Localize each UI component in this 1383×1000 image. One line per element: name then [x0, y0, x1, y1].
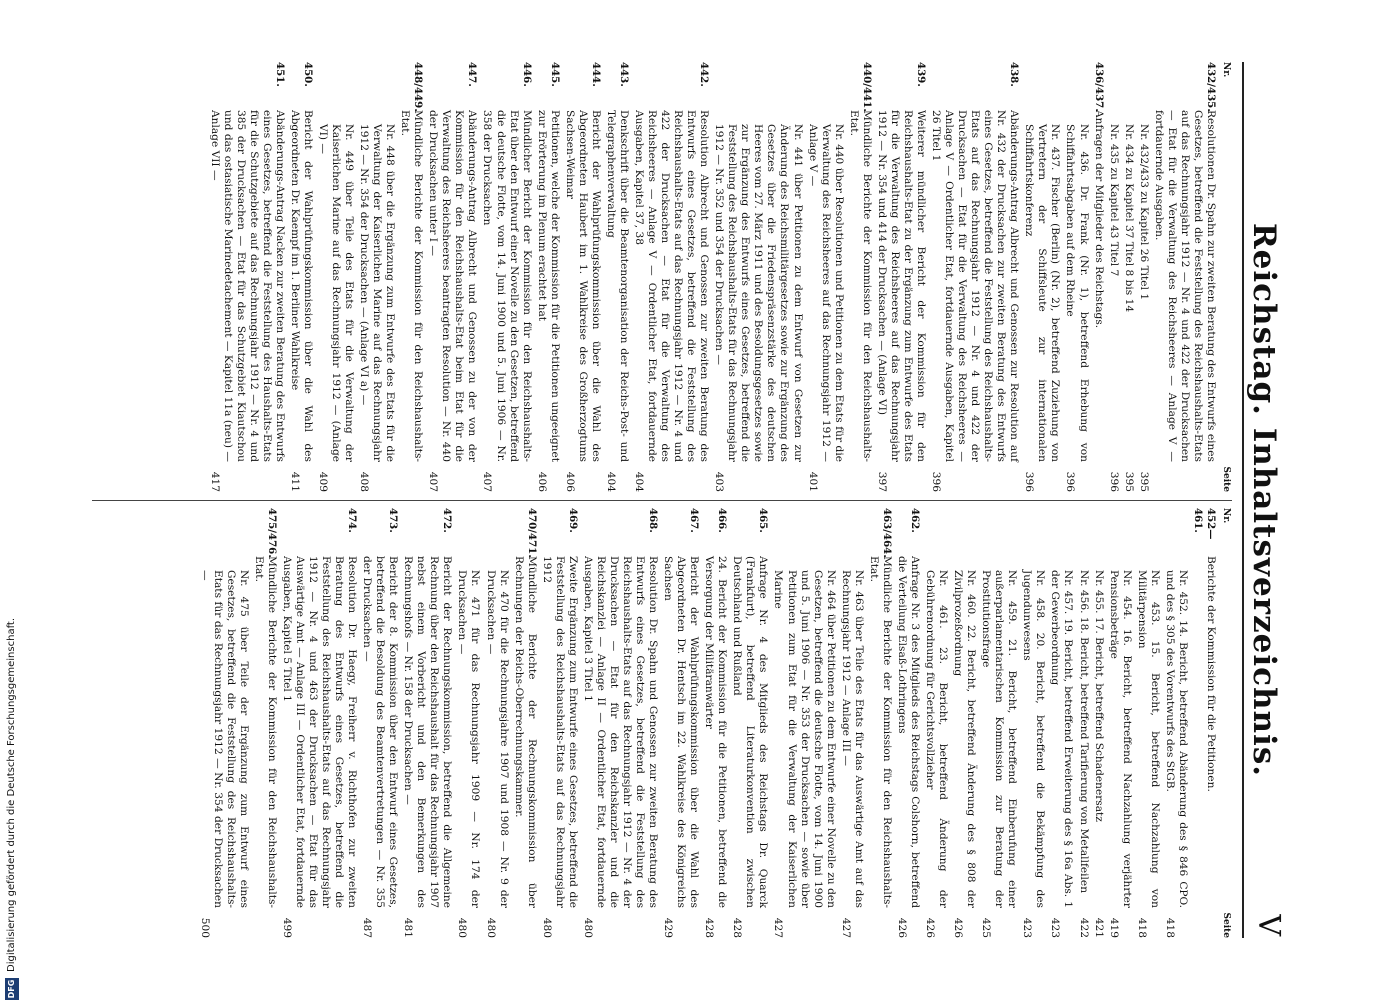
entry-page: 481	[402, 917, 415, 938]
toc-entry	[1092, 62, 1105, 492]
entry-page: 406	[535, 471, 548, 492]
entry-number: 443.	[617, 62, 630, 87]
entry-number: 446.	[520, 62, 533, 87]
toc-entry	[771, 556, 836, 938]
toc-entry	[712, 110, 803, 492]
toc-entry	[806, 110, 845, 492]
entry-page: 423	[1021, 917, 1034, 938]
entry-text: Mündliche Berichte der Kommission für den Reichshaushalts-Etat.	[399, 110, 425, 462]
entry-text: Anfragen der Mitglieder des Reichstags.	[1092, 110, 1105, 329]
entry-number: 452—461.	[1191, 508, 1217, 540]
entry-number: 462.	[908, 508, 921, 533]
toc-entry	[288, 62, 314, 492]
entry-text: Bericht der Rechnungskommission, betreffend die Allgemeine Rechnung über den Reichshaushalt für das Rechnungsjahr 1907 nebst einem Vorbericht und den Bemerkungen des Rechnungshofs — Nr. 158 der Drucksachen —	[402, 556, 454, 908]
entry-text: Nr. 436. Dr. Frank (Nr. 1), betreffend Erhebung von Schiffahrtsabgaben auf dem Rheine	[1064, 124, 1090, 462]
entry-number: 439.	[914, 62, 927, 87]
entry-page: 480	[484, 917, 497, 938]
entry-text: Mündliche Berichte der Kommission für den Reichshaushalts-Etat.	[252, 556, 278, 908]
toc-entry	[1137, 110, 1150, 492]
entry-text: Nr. 460. 22. Bericht, betreffend Änderung des § 808 der Zivilprozeßordnung	[952, 570, 978, 908]
entry-page: 395	[1122, 471, 1135, 492]
entry-number: 466.	[716, 508, 729, 533]
entry-text: Nr. 471 für das Rechnungsjahr 1909 — Nr. 174 der Drucksachen —	[456, 570, 482, 908]
entry-text: Resolutionen Dr. Spahn zur zweiten Beratung des Entwurfs eines Gesetzes, betreffend die Feststellung des Reichshaushalts-Etats auf das Rechnungsjahr 1912 — Nr. 4 und 422 der Drucksachen — Etat für die Verwaltung des Reichsheeres — Anlage V — fortdauernde Ausgaben.	[1152, 110, 1217, 462]
entry-text: Bericht der Wahlprüfungskommission über die Wahl des Abgeordneten Dr. Kaempf im 1. Berliner Wahlkreise	[288, 110, 314, 462]
entry-page: 426	[895, 917, 908, 938]
entry-text: Resolution Albrecht und Genossen zur zweiten Beratung des Entwurfs eines Gesetzes, betreffend die Feststellung des Reichshaushalts-Etats auf das Rechnungsjahr 1912 — Nr. 4 und 422 der Drucksachen — Etat für die Verwaltung des Reichsheeres — Anlage V — Ordentlicher Etat, fortdauernde Ausgaben, Kapitel 37, 38	[632, 110, 711, 462]
toc-entry	[1022, 110, 1061, 492]
entry-number: 451.	[273, 62, 286, 87]
entry-text: Nr. 453. 15. Bericht, betreffend Nachzahlung von Militärpension	[1135, 570, 1161, 908]
entry-page: 401	[806, 471, 819, 492]
entry-text: 24. Bericht der Kommission für die Petitionen, betreffend die Versorgung der Militäranwärter	[703, 556, 729, 908]
toc-entry	[455, 556, 481, 938]
toc-entry	[1076, 556, 1089, 938]
toc-entry	[480, 62, 532, 492]
entry-text: Nr. 456. 18. Bericht, betreffend Tarifierung von Metallfeilen	[1077, 570, 1090, 894]
entry-text: Nr. 455. 17. Bericht, betreffend Schadenersatz	[1092, 570, 1105, 822]
entry-page: 429	[662, 917, 675, 938]
entry-text: Petitionen, welche der Kommission für die Petitionen ungeeignet zur Erörterung im Plenum erachtet hat	[535, 110, 561, 462]
entry-text: Denkschrift über die Beamtenorganisation der Reichs-Post- und Telegraphenverwaltung	[604, 110, 630, 462]
toc-entry	[923, 556, 949, 938]
entry-page: 422	[1077, 917, 1090, 938]
entry-page: 408	[358, 471, 371, 492]
toc-entry	[535, 62, 561, 492]
entry-text: Bericht der 8. Kommission über den Entwurf eines Gesetzes, betreffend die Besoldung des Beamtenvertretungen — Nr. 355 der Drucksachen —	[361, 556, 400, 908]
entry-text: Resolution Dr. Haegy, Freiherr v. Richthofen zur zweiten Beratung des Entwurfs eines Gesetzes, betreffend die Feststellung des Reichshaushalts-Etats auf das Rechnungsjahr 1912 — Nr. 4 und 463 der Drucksachen — Etat für das Auswärtige Amt — Anlage III — Ordentlicher Etat, fortdauernde Ausgaben, Kapitel 5 Titel 1	[280, 556, 359, 908]
entry-page: 396	[1107, 471, 1120, 492]
entry-number: 442.	[698, 62, 711, 87]
entry-text: Nr. 454. 16. Bericht, betreffend Nachzahlung verjährter Pensionsbeträge	[1107, 570, 1133, 908]
toc-entry	[1107, 556, 1133, 938]
toc-entry	[632, 62, 710, 492]
entry-page: 396	[930, 471, 943, 492]
entry-number: 465.	[757, 508, 770, 533]
entry-page: 417	[208, 471, 221, 492]
entry-page: 411	[288, 471, 301, 492]
toc-entry	[357, 110, 396, 492]
entry-page: 425	[980, 917, 993, 938]
dfg-logo: DFG	[5, 978, 19, 1000]
seite-heading: Seite	[1221, 466, 1231, 492]
entry-text: Nr. 461. 23. Bericht, betreffend Änderung der Gebührenordnung für Gerichtsvollzieher	[924, 570, 950, 908]
entry-page: 421	[1092, 917, 1105, 938]
nr-heading: Nr.	[1221, 62, 1231, 78]
entry-page: 426	[924, 917, 937, 938]
entry-page: 419	[1107, 917, 1120, 938]
toc-entry	[398, 62, 424, 492]
toc-entry	[929, 62, 1020, 492]
column-divider	[92, 500, 1232, 501]
toc-entry	[1063, 110, 1089, 492]
entry-page: 396	[1023, 471, 1036, 492]
entry-text: Resolution Dr. Spahn und Genossen zur zweiten Beratung des Entwurfs eines Gesetzes, betreffend die Feststellung des Reichshaushalts-Etats auf das Rechnungsjahr 1912 — Nr. 4 der Drucksachen — Etat für den Reichskanzler und die Reichskanzlei — Anlage II — Ordentlicher Etat, fortdauernde Ausgaben, Kapitel 3 Titel 1	[581, 556, 660, 908]
entry-number: 472.	[441, 508, 454, 533]
entry-page: 396	[1064, 471, 1077, 492]
toc-entry	[661, 508, 700, 938]
entry-page: 480	[581, 917, 594, 938]
entry-page: 427	[772, 917, 785, 938]
entry-page: 480	[540, 917, 553, 938]
entry-page: 418	[1135, 917, 1148, 938]
entry-page: 428	[731, 917, 744, 938]
entry-number: 470/471.	[525, 508, 538, 558]
toc-column-left	[205, 62, 1232, 492]
entry-page: 395	[1137, 471, 1150, 492]
entry-page: 397	[875, 471, 888, 492]
entry-text: Bericht der Wahlprüfungskommission über die Wahl des Abgeordneten Dr. Hentsch im 22. Wahlkreise des Königreichs Sachsen	[662, 556, 701, 908]
entry-page: 404	[604, 471, 617, 492]
toc-entry	[1135, 556, 1161, 938]
entry-text: Nr. 435 zu Kapitel 43 Titel 7	[1107, 124, 1120, 277]
entry-text: Nr. 440 über Resolutionen und Petitionen zu dem Etats für die Verwaltung des Reichsheeres auf das Rechnungsjahr 1912 — Anlage V —	[806, 124, 845, 462]
entry-number: 467.	[688, 508, 701, 533]
entry-text: Mündliche Berichte der Kommission für den Reichshaushalts-Etat.	[867, 556, 893, 908]
entry-page: 423	[1049, 917, 1062, 938]
entry-page: 407	[481, 471, 494, 492]
toc-entry	[867, 508, 893, 938]
entry-number: 432/435.	[1204, 62, 1217, 112]
toc-entry	[360, 508, 399, 938]
entry-page: 418	[1163, 917, 1176, 938]
entry-number: 469.	[566, 508, 579, 533]
toc-entry	[1152, 62, 1217, 492]
entry-text: Nr. 463 über Teile des Etats für das Auswärtige Amt auf das Rechnungsjahr 1912 — Anlage III —	[839, 570, 865, 908]
entry-number: 468.	[647, 508, 660, 533]
seite-heading: Seite	[1221, 912, 1231, 938]
entry-page: 499	[280, 917, 293, 938]
entry-number: 445.	[548, 62, 561, 87]
entry-page: 427	[839, 917, 852, 938]
toc-entry	[581, 508, 659, 938]
toc-entry	[875, 62, 927, 492]
entry-text: Abänderungs-Antrag Albrecht und Genossen zu der von der Kommission für den Reichshaushalts-Etat beim Etat für die Verwaltung des Reichsheeres beantragten Resolution — Nr. 440 der Drucksachen unter I —	[427, 110, 479, 462]
entry-text: Nr. 448 über die Ergänzung zum Entwurfe des Etats für die Verwaltung der Kaiserlichen Marine auf das Rechnungsjahr 1912 — Nr. 354 der Drucksachen — (Anlage VI a) —	[358, 124, 397, 462]
toc-entry	[426, 62, 478, 492]
entry-text: Nr. 434 zu Kapitel 37 Titel 8 bis 14	[1122, 124, 1135, 313]
footer	[2, 0, 24, 1000]
entry-page: 500	[198, 917, 211, 938]
entry-text: Mündlicher Bericht der Kommission für den Reichshaushalts-Etat über den Entwurf einer Novelle zu den Gesetzen, betreffend die deutsche Flotte, vom 14. Juni 1900 und 5. Juni 1906 — Nr. 358 der Drucksachen	[481, 110, 533, 462]
entry-page: 426	[952, 917, 965, 938]
page-number: V	[1251, 914, 1286, 936]
entry-text: Nr. 458. 20. Bericht, betreffend die Bekämpfung des Jugendunwesens	[1021, 570, 1047, 908]
nr-heading: Nr.	[1221, 508, 1231, 524]
toc-entry	[483, 556, 509, 938]
entry-page: 480	[456, 917, 469, 938]
entry-number: 447.	[466, 62, 479, 87]
entry-number: 438.	[1008, 62, 1021, 87]
entry-text: Nr. 475 über Teile der Ergänzung zum Entwurf eines Gesetzes, betreffend die Feststellung des Reichshaushalts-Etats für das Rechnungsjahr 1912 — Nr. 354 der Drucksachen —	[198, 570, 250, 908]
entry-number: 436/437.	[1092, 62, 1105, 112]
entry-page: 406	[563, 471, 576, 492]
toc-entry	[1163, 556, 1189, 938]
entry-page: 404	[632, 471, 645, 492]
toc-entry	[316, 110, 355, 492]
toc-entry	[1107, 110, 1120, 492]
entry-number: 440/441.	[860, 62, 873, 112]
toc-entry	[604, 62, 630, 492]
toc-entry	[280, 508, 358, 938]
entry-text: Bericht der Wahlprüfungskommission über die Wahl des Abgeordneten Haubert im 1. Wahlkreise des Großherzogtums Sachsen-Weimar	[563, 110, 602, 462]
entry-page: 407	[427, 471, 440, 492]
entry-text: Nr. 470 für die Rechnungsjahre 1907 und 1908 — Nr. 9 der Drucksachen —	[484, 570, 510, 908]
toc-entry	[979, 556, 1018, 938]
toc-entry	[895, 508, 921, 938]
footer-text: Digitalisierung gefördert durch die Deutsche Forschungsgemeinschaft.	[6, 617, 17, 972]
toc-entry	[1020, 556, 1046, 938]
toc-column-right	[195, 508, 1232, 938]
header-rule	[1242, 62, 1244, 938]
entry-page: 428	[703, 917, 716, 938]
entry-text: Mündliche Berichte der Rechnungskommission über Rechnungen der Reichs-Oberrechnungskammer.	[512, 556, 538, 908]
column-header	[1219, 62, 1232, 492]
entry-text: Anfrage Nr. 4 des Mitglieds des Reichstags Dr. Quarck (Frankfurt), betreffend Literaturkonvention zwischen Deutschland und Rußland	[731, 556, 770, 908]
toc-entry	[1191, 508, 1217, 938]
entry-number: 475/476.	[265, 508, 278, 558]
toc-entry	[512, 508, 538, 938]
entry-text: Nr. 457. 19. Bericht, betreffend Erweiterung des § 16a Abs. 1 der Gewerbeordnung	[1049, 570, 1075, 908]
page-header	[1238, 62, 1300, 938]
entry-page: 487	[361, 917, 374, 938]
entry-text: Nr. 459. 21. Bericht, betreffend Einberufung einer außerparlamentarischen Kommission zur Beratung der Prostitutionsfrage	[980, 570, 1019, 908]
entry-text: Abänderungs-Antrag Albrecht und Genossen zur Resolution auf Nr. 432 der Drucksachen zur zweiten Beratung des Entwurfs eines Gesetzes, betreffend die Feststellung des Reichshaushalts-Etats auf das Rechnungsjahr 1912 — Nr. 4 und 422 der Drucksachen — Etat für die Verwaltung des Reichsheeres — Anlage V — Ordentlicher Etat, fortdauernde Ausgaben, Kapitel 26 Titel 1	[930, 110, 1021, 462]
entry-text: Weiterer mündlicher Bericht der Kommission für den Reichshaushalts-Etat zu der Ergänzung zum Entwurfe des Etats für die Verwaltung des Reichsheeres auf das Rechnungsjahr 1912 — Nr. 354 und 414 der Drucksachen — (Anlage VI)	[875, 110, 927, 462]
toc-entry	[252, 508, 278, 938]
toc-entry	[1092, 556, 1105, 938]
entry-text: Zweite Ergänzung zum Entwurfe eines Gesetzes, betreffend die Feststellung des Reichshaushalts-Etats auf das Rechnungsjahr 1912	[540, 556, 579, 908]
entry-number: 474.	[346, 508, 359, 533]
entry-text: Berichte der Kommission für die Petitionen.	[1204, 556, 1217, 792]
entry-text: Mündliche Berichte der Kommission für den Reichshaushalts-Etat.	[847, 110, 873, 462]
entry-text: Anfrage Nr. 3 des Mitglieds des Reichstags Colshorn, betreffend die Verteilung Elsaß-Lothringens	[895, 556, 921, 908]
toc-entry	[1048, 556, 1074, 938]
toc-entry	[951, 556, 977, 938]
entry-text: Nr. 449 über Teile des Etats für die Verwaltung der Kaiserlichen Marine auf das Rechnungsjahr 1912 — (Anlage VI) —	[316, 124, 355, 462]
entry-text: Nr. 432/433 zu Kapitel 26 Titel 1	[1137, 124, 1150, 301]
page-title: Reichstag. Inhaltsverzeichnis.	[1246, 222, 1282, 778]
entry-number: 473.	[387, 508, 400, 533]
entry-number: 450.	[301, 62, 314, 87]
entry-page: 403	[713, 471, 726, 492]
entry-text: Nr. 441 über Petitionen zu dem Entwurf von Gesetzen zur Änderung des Reichsmilitärgesetzes sowie zur Ergänzung des Gesetzes über die Friedenspräsenzstärke des deutschen Heeres vom 27. März 1911 und des Besoldungsgesetzes sowie zur Ergänzung des Entwurfs eines Gesetzes, betreffend die Feststellung des Reichshaushalts-Etats für das Rechnungsjahr 1912 — Nr. 352 und 354 der Drucksachen —	[713, 124, 804, 462]
entry-text: Nr. 452. 14. Bericht, betreffend Abänderung des § 846 CPO. und des § 305 des Vorentwurfs des StGB.	[1163, 570, 1189, 908]
toc-entry	[1122, 110, 1135, 492]
toc-entry	[563, 62, 602, 492]
toc-entry	[207, 62, 285, 492]
toc-entry	[847, 62, 873, 492]
toc-entry	[401, 508, 453, 938]
toc-entry	[197, 556, 249, 938]
column-header	[1219, 508, 1232, 938]
entry-number: 463/464.	[880, 508, 893, 558]
toc-entry	[839, 556, 865, 938]
entry-text: Abänderungs-Antrag Nacken zur zweiten Beratung des Entwurfs eines Gesetzes, betreffend die Feststellung des Haushalts-Etats für die Schutzgebiete auf das Rechnungsjahr 1912 — Nr. 4 und 385 der Drucksachen — Etat für das Schutzgebiet Kiautschou und das ostasiatische Marinedetachement — Kapitel 11a (neu) — Anlage VII —	[208, 110, 286, 462]
entry-number: 448/449.	[412, 62, 425, 112]
toc-entry	[730, 508, 769, 938]
entry-page: 409	[316, 471, 329, 492]
entry-number: 444.	[589, 62, 602, 87]
toc-entry	[540, 508, 579, 938]
entry-text: Nr. 464 über Petitionen zu dem Entwurfe einer Novelle zu den Gesetzen, betreffend die deutsche Flotte, vom 14. Juni 1900 und 5. Juni 1906 — Nr. 353 der Drucksachen — sowie über Petitionen zum Etat für die Verwaltung der Kaiserlichen Marine	[772, 570, 837, 908]
toc-entry	[702, 508, 728, 938]
entry-text: Nr. 437. Fischer (Berlin) (Nr. 2), betreffend Zuziehung von Vertretern der Schiffsleute zur internationalen Schiffahrtskonferenz	[1023, 124, 1062, 462]
